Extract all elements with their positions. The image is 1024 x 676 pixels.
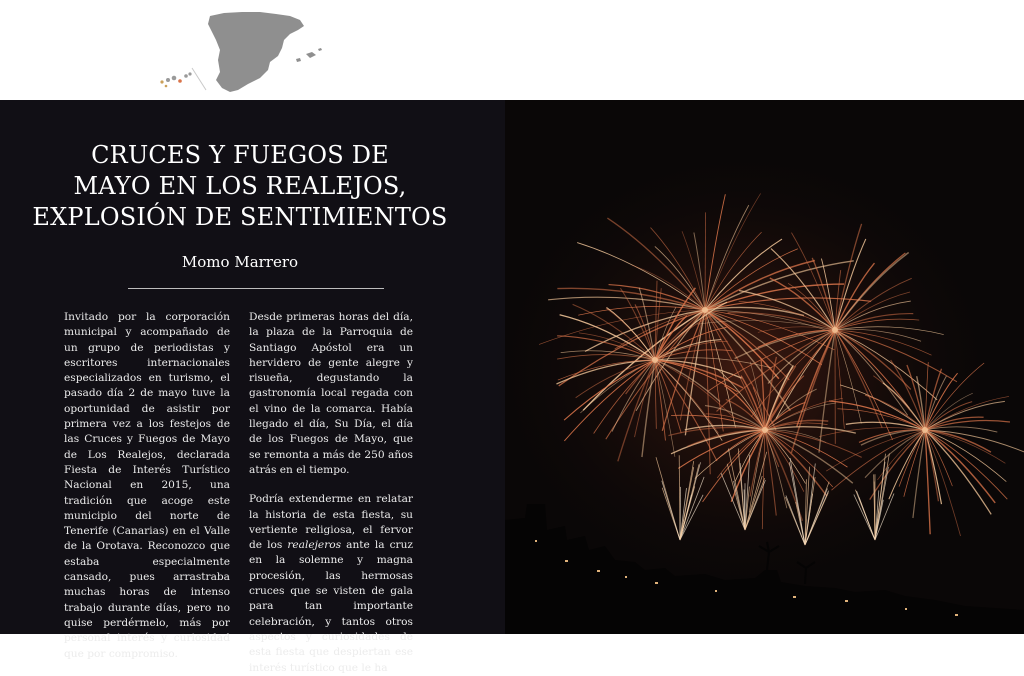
top-header — [0, 0, 1024, 100]
article-author: Momo Marrero — [20, 253, 460, 271]
title-divider — [128, 288, 384, 289]
title-line-2: MAYO EN LOS REALEJOS, — [20, 171, 460, 202]
paragraph-text-start: Podría extenderme en relatar la historia de esta fiesta, su vertiente religiosa, el fervor de los — [249, 493, 413, 551]
iberia-shape — [208, 12, 304, 92]
firework-core — [652, 357, 658, 363]
paragraph-text-end: ante la cruz en la solemne y magna procesión, las hermosas cruces que se visten de gala para tan importante celebración, y tantos otros aspectos y curiosidades de esta fiesta que despiertan ese interés turístico que le ha — [249, 539, 413, 673]
article-text-area — [0, 100, 505, 634]
firework-core — [702, 307, 708, 313]
text-column-2 — [249, 310, 413, 676]
fireworks-illustration — [505, 100, 1024, 634]
text-column-1 — [64, 310, 230, 662]
balearic-islands — [296, 48, 322, 62]
column-2-paragraph-1: Desde primeras horas del día, la plaza de la Parroquia de Santiago Apóstol era un hervidero de gente alegre y risueña, degustando la gastronomía local regada con el vino de la comarca. Había llegado el día, Su Día, el día de los Fuegos de Mayo, que se remonta a más de 250 años atrás en el tiempo. — [249, 310, 413, 478]
article-panel — [0, 100, 1024, 634]
article-title — [20, 140, 460, 233]
firework-core — [832, 327, 838, 333]
canary-divider — [192, 68, 206, 90]
title-line-3: EXPLOSIÓN DE SENTIMIENTOS — [20, 202, 460, 233]
title-line-1: CRUCES Y FUEGOS DE — [20, 140, 460, 171]
paragraph-emphasis: realejeros — [287, 539, 341, 551]
firework-core — [922, 427, 928, 433]
column-1-paragraph: Invitado por la corporación municipal y acompañado de un grupo de periodistas y escritores internacionales especializados en turismo, el pasado día 2 de mayo tuve la oportunidad de asistir por primera vez a los festejos de las Cruces y Fuegos de Mayo de Los Realejos, declarada Fiesta de Interés Turístico Nacional en 2015, una tradición que acoge este municipio del norte de Tenerife (Canarias) en el Valle de la Orotava. Reconozco que estaba especialmente cansado, pues arrastraba muchas horas de intenso trabajo durante días, pero no quise perdérmelo, más por personal interés y curiosidad que por compromiso. — [64, 310, 230, 662]
canary-islands — [160, 72, 191, 87]
spain-map-icon — [150, 4, 330, 96]
fireworks-photo — [505, 100, 1024, 634]
column-2-paragraph-2 — [249, 492, 413, 676]
firework-core — [762, 427, 768, 433]
